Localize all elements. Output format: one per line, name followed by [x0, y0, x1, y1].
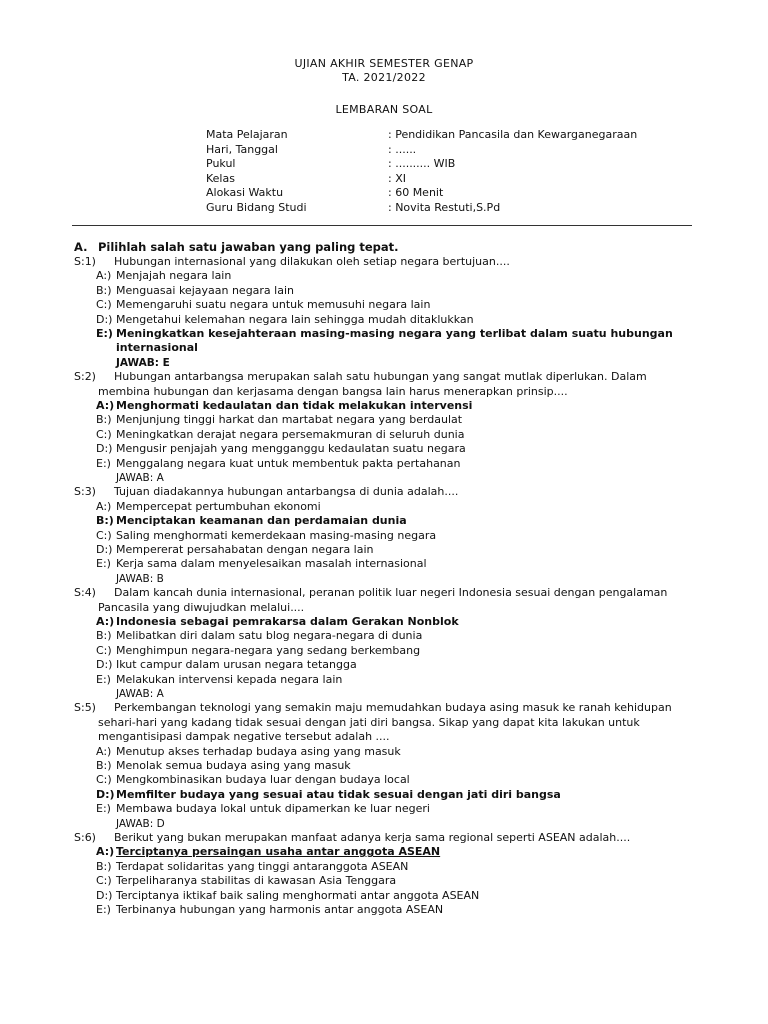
exam-year: TA. 2021/2022: [342, 71, 426, 84]
option-text: Menguasai kejayaan negara lain: [116, 283, 294, 297]
question-line: [74, 701, 704, 715]
info-row: [206, 128, 666, 143]
option-key: E:): [96, 557, 111, 571]
question-text: Hubungan internasional yang dilakukan oleh setiap negara bertujuan....: [114, 255, 510, 268]
answer-option: [74, 313, 704, 327]
option-text: Memengaruhi suatu negara untuk memusuhi negara lain: [116, 298, 431, 312]
option-key: B:): [96, 629, 112, 643]
question-line: [74, 370, 704, 384]
option-key: C:): [96, 874, 112, 888]
option-key: B:): [96, 514, 114, 528]
option-key: A:): [96, 398, 115, 412]
option-key: D:): [96, 312, 113, 326]
answer-option: [74, 759, 704, 773]
answer-option-correct: [74, 399, 704, 413]
answer-option: [74, 269, 704, 283]
answer-key: JAWAB: E: [116, 356, 170, 369]
info-label: Hari, Tanggal: [206, 142, 278, 156]
exam-title: UJIAN AKHIR SEMESTER GENAP: [294, 57, 474, 70]
answer-option: [74, 557, 704, 571]
answer-option: [74, 889, 704, 903]
question-text-continued: membina hubungan dan kerjasama dengan bangsa lain harus menerapkan prinsip....: [98, 384, 568, 398]
option-text: Kerja sama dalam menyelesaikan masalah internasional: [116, 557, 427, 571]
question-number: S:3): [74, 485, 96, 499]
question-number: S:5): [74, 701, 96, 715]
info-row: [206, 201, 666, 216]
info-row: [206, 143, 666, 158]
option-key: C:): [96, 298, 112, 312]
answer-key: JAWAB: B: [116, 572, 164, 585]
option-text: Mengetahui kelemahan negara lain sehingga mudah ditaklukkan: [116, 312, 474, 326]
question-line: [74, 586, 704, 600]
answer-option: [74, 658, 704, 672]
option-text: Melakukan intervensi kepada negara lain: [116, 672, 343, 686]
question-text: Dalam kancah dunia internasional, peranan politik luar negeri Indonesia sesuai dengan pengalaman: [114, 586, 668, 600]
answer-option-correct: [74, 327, 704, 341]
option-text: Terpeliharanya stabilitas di kawasan Asia Tenggara: [116, 874, 397, 888]
answer-key: JAWAB: D: [116, 817, 165, 830]
option-text: Terbinanya hubungan yang harmonis antar anggota ASEAN: [116, 903, 444, 917]
option-key: A:): [96, 615, 115, 628]
answer-option-correct: [74, 615, 704, 629]
option-key: C:): [96, 643, 112, 657]
option-text: Menjajah negara lain: [116, 269, 232, 283]
option-text: Terciptanya iktikaf baik saling menghormati antar anggota ASEAN: [116, 888, 480, 902]
option-key: C:): [96, 773, 112, 787]
option-text: Saling menghormati kemerdekaan masing-masing negara: [116, 528, 437, 542]
option-key: D:): [96, 658, 113, 672]
question-line: [74, 831, 704, 845]
option-text: Memfilter budaya yang sesuai atau tidak sesuai dengan jati diri bangsa: [116, 787, 561, 801]
option-text: Menciptakan keamanan dan perdamaian dunia: [116, 514, 407, 528]
option-text: Ikut campur dalam urusan negara tetangga: [116, 658, 357, 672]
option-text: Mengkombinasikan budaya luar dengan budaya local: [116, 773, 410, 787]
question-item: [74, 485, 704, 586]
option-key: A:): [96, 269, 112, 283]
option-text: Menggalang negara kuat untuk membentuk pakta pertahanan: [116, 456, 461, 470]
option-key: E:): [96, 327, 113, 341]
answer-option: [74, 413, 704, 427]
answer-option: [74, 442, 704, 456]
option-text: Melibatkan diri dalam satu blog negara-negara di dunia: [116, 629, 423, 643]
option-key: E:): [96, 672, 111, 686]
info-label: Guru Bidang Studi: [206, 200, 307, 214]
question-item: [74, 701, 704, 831]
answer-option: [74, 529, 704, 543]
answer-option-correct: [74, 514, 704, 528]
option-key: A:): [96, 845, 115, 859]
info-label: Kelas: [206, 171, 235, 185]
answer-option: [74, 428, 704, 442]
header-divider: [72, 225, 692, 226]
option-key: B:): [96, 859, 112, 873]
answer-option: [74, 457, 704, 471]
info-value: : 60 Menit: [388, 186, 444, 199]
section-number: A.: [74, 240, 88, 254]
answer-key: JAWAB: A: [116, 472, 164, 485]
option-text-continued: internasional: [116, 341, 198, 355]
question-sheet: [74, 240, 704, 917]
exam-header: [0, 57, 768, 117]
question-text-continued: sehari-hari yang kadang tidak sesuai dengan jati diri bangsa. Sikap yang dapat kita lakukan untuk: [98, 715, 640, 729]
section-title: Pilihlah salah satu jawaban yang paling tepat.: [98, 240, 399, 254]
option-key: D:): [96, 787, 115, 801]
info-label: Pukul: [206, 157, 236, 170]
question-text-continued: mengantisipasi dampak negative tersebut adalah ....: [98, 730, 390, 744]
question-text: Hubungan antarbangsa merupakan salah satu hubungan yang sangat mutlak diperlukan. Dalam: [114, 370, 647, 384]
question-number: S:4): [74, 586, 96, 600]
question-text: Perkembangan teknologi yang semakin maju memudahkan budaya asing masuk ke ranah kehidupan: [114, 701, 672, 715]
option-key: D:): [96, 442, 113, 456]
info-value: : .......... WIB: [388, 157, 456, 170]
exam-info-table: [206, 128, 666, 215]
answer-option: [74, 673, 704, 687]
option-text: Menolak semua budaya asing yang masuk: [116, 759, 351, 772]
answer-option-correct: [74, 788, 704, 802]
question-line: [74, 255, 704, 269]
option-key: E:): [96, 802, 111, 816]
sheet-subtitle: LEMBARAN SOAL: [335, 103, 433, 116]
option-text: Meningkatkan kesejahteraan masing-masing negara yang terlibat dalam suatu hubungan: [116, 327, 673, 341]
option-key: E:): [96, 456, 111, 470]
question-number: S:6): [74, 831, 96, 845]
option-key: D:): [96, 543, 113, 557]
question-number: S:2): [74, 370, 96, 384]
option-text: Terciptanya persaingan usaha antar anggota ASEAN: [116, 845, 441, 859]
info-value: : Pendidikan Pancasila dan Kewarganegaraan: [388, 128, 638, 141]
info-value: : Novita Restuti,S.Pd: [388, 200, 501, 214]
question-item: [74, 586, 704, 701]
option-key: D:): [96, 888, 113, 902]
answer-option-correct: [74, 845, 704, 859]
option-key: A:): [96, 744, 112, 758]
option-text: Terdapat solidaritas yang tinggi antaranggota ASEAN: [116, 859, 409, 873]
option-text: Menjunjung tinggi harkat dan martabat negara yang berdaulat: [116, 413, 463, 427]
answer-option: [74, 629, 704, 643]
option-key: C:): [96, 528, 112, 542]
answer-option: [74, 284, 704, 298]
answer-option: [74, 745, 704, 759]
question-item: [74, 831, 704, 917]
answer-option: [74, 802, 704, 816]
question-list: [74, 255, 704, 917]
question-text: Berikut yang bukan merupakan manfaat adanya kerja sama regional seperti ASEAN adalah....: [114, 831, 631, 845]
question-number: S:1): [74, 255, 96, 268]
option-key: B:): [96, 413, 112, 427]
option-text: Mengusir penjajah yang mengganggu kedaulatan suatu negara: [116, 442, 466, 456]
answer-option: [74, 773, 704, 787]
answer-option: [74, 500, 704, 514]
option-text: Menutup akses terhadap budaya asing yang masuk: [116, 744, 401, 758]
option-key: A:): [96, 499, 112, 513]
info-row: [206, 157, 666, 172]
option-text: Mempererat persahabatan dengan negara lain: [116, 543, 374, 557]
option-text: Menghormati kedaulatan dan tidak melakukan intervensi: [116, 398, 473, 412]
answer-option: [74, 298, 704, 312]
question-text-continued: Pancasila yang diwujudkan melalui....: [98, 600, 305, 614]
answer-key: JAWAB: A: [116, 688, 164, 701]
info-value: : ......: [388, 142, 417, 156]
question-text: Tujuan diadakannya hubungan antarbangsa di dunia adalah....: [114, 485, 459, 499]
option-key: E:): [96, 903, 111, 917]
answer-option: [74, 860, 704, 874]
section-heading: [74, 240, 704, 255]
info-label: Alokasi Waktu: [206, 186, 284, 199]
question-line: [74, 485, 704, 499]
option-text: Membawa budaya lokal untuk dipamerkan ke luar negeri: [116, 802, 430, 816]
info-label: Mata Pelajaran: [206, 128, 288, 141]
info-row: [206, 172, 666, 187]
option-key: B:): [96, 283, 112, 297]
answer-option: [74, 543, 704, 557]
option-key: B:): [96, 759, 112, 772]
option-text: Meningkatkan derajat negara persemakmuran di seluruh dunia: [116, 427, 465, 441]
question-item: [74, 370, 704, 485]
question-item: [74, 255, 704, 370]
option-key: C:): [96, 427, 112, 441]
answer-option: [74, 903, 704, 917]
info-value: : XI: [388, 171, 406, 185]
option-text: Indonesia sebagai pemrakarsa dalam Gerakan Nonblok: [116, 615, 459, 628]
option-text: Mempercepat pertumbuhan ekonomi: [116, 499, 321, 513]
info-row: [206, 186, 666, 201]
answer-option: [74, 644, 704, 658]
answer-option: [74, 874, 704, 888]
option-text: Menghimpun negara-negara yang sedang berkembang: [116, 643, 421, 657]
